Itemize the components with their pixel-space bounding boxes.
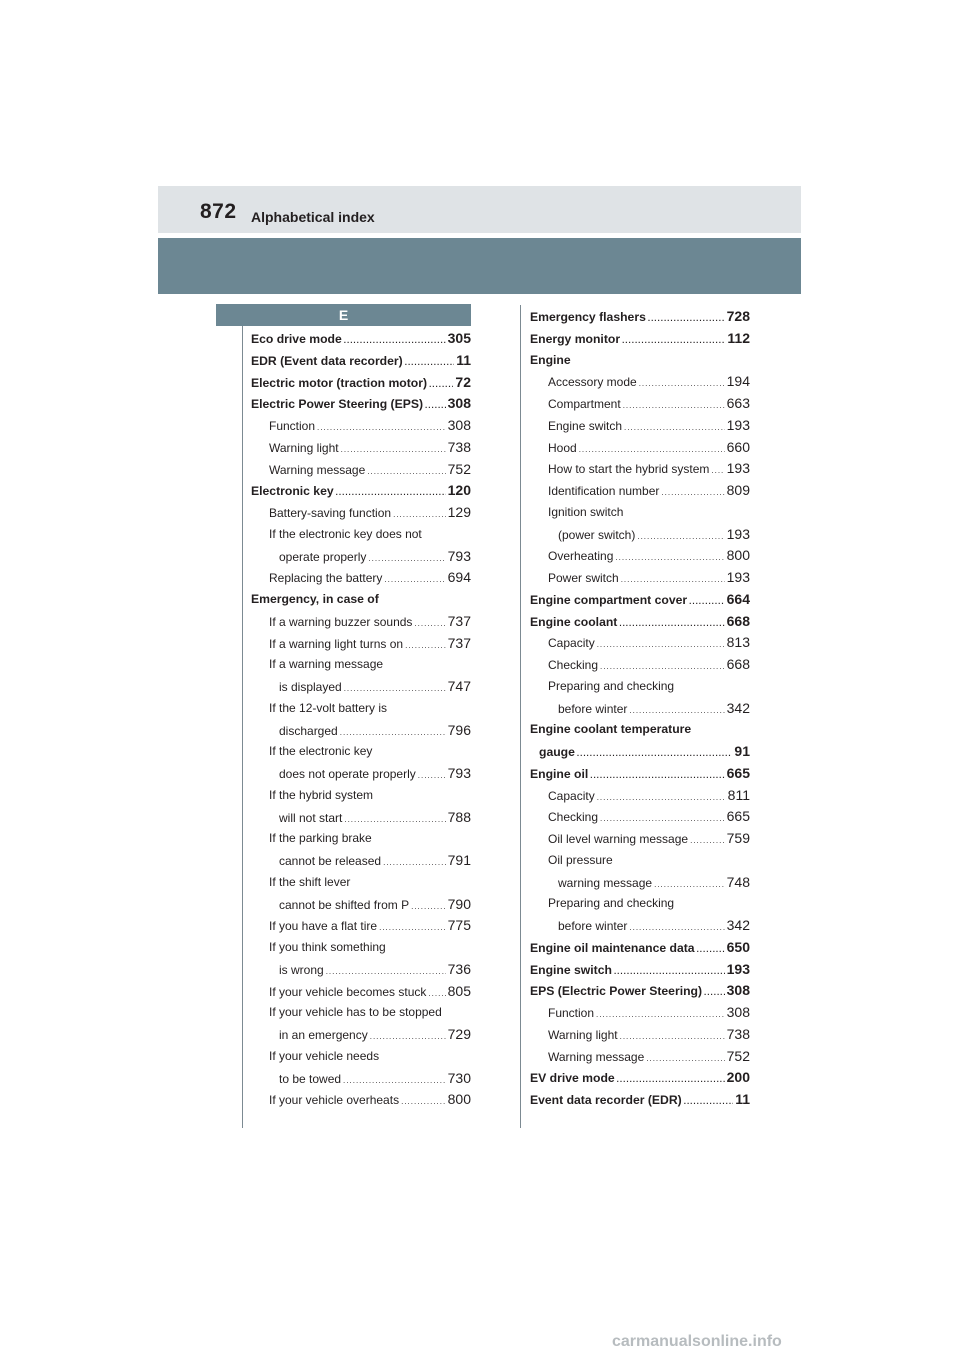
index-entry-term: Engine oil maintenance data	[530, 940, 695, 955]
index-entry-term: Event data recorder (EDR)	[530, 1093, 682, 1107]
index-entry	[251, 611, 471, 633]
index-entry-term: If you think something	[269, 940, 386, 954]
index-entry-page: 793	[447, 547, 471, 564]
index-entry	[251, 524, 471, 546]
index-entry-term: is wrong	[279, 962, 324, 977]
index-entry-term: Electric motor (traction motor)	[251, 375, 428, 390]
index-entry-term: Oil pressure	[548, 852, 613, 867]
index-entry-page: 193	[726, 460, 750, 477]
dot-leader	[704, 982, 725, 1002]
index-entry-term: Warning light	[548, 1027, 618, 1042]
index-entry	[251, 828, 471, 850]
index-entry	[251, 546, 471, 568]
index-entry-term: Warning message	[269, 462, 366, 477]
index-entry-page: 665	[726, 808, 750, 825]
index-entry	[530, 437, 750, 459]
index-entry-term: gauge	[539, 745, 575, 759]
dot-leader	[620, 1026, 725, 1046]
index-entry	[251, 850, 471, 872]
index-entry-term: If your vehicle overheats	[269, 1093, 400, 1108]
index-entry-term: EV drive mode	[530, 1071, 615, 1086]
index-entry-page: 308	[447, 417, 471, 433]
dot-leader	[614, 961, 725, 981]
index-entry-page: 200	[726, 1069, 750, 1086]
index-entry-page: 737	[447, 612, 471, 629]
index-entry-term: cannot be released	[279, 854, 382, 868]
index-entry-page: 11	[735, 1091, 750, 1107]
index-entry-page: 730	[447, 1069, 471, 1086]
index-entry-term: will not start	[279, 810, 343, 825]
index-entry-page: 793	[447, 765, 471, 781]
index-entry-page: 752	[726, 1047, 750, 1064]
index-entry-term: does not operate properly	[279, 767, 416, 781]
dot-leader	[336, 482, 446, 502]
watermark: carmanualsonline.info	[612, 1333, 782, 1350]
index-entry	[530, 806, 750, 828]
index-entry	[251, 1089, 471, 1111]
index-entry-term: Eco drive mode	[251, 332, 342, 346]
index-entry	[251, 981, 471, 1003]
index-entry	[251, 372, 471, 394]
index-entry-term: to be towed	[279, 1071, 342, 1086]
index-column-right	[530, 306, 750, 1111]
index-entry-term: If your vehicle becomes stuck	[269, 984, 427, 999]
index-entry-page: 112	[727, 329, 750, 346]
index-entry-term: Identification number	[548, 484, 660, 498]
index-entry-term: warning message	[558, 875, 653, 890]
index-entry	[530, 502, 750, 524]
index-entry	[530, 741, 750, 763]
index-entry-term: Engine compartment cover	[530, 592, 688, 607]
index-entry-term: Oil level warning message	[548, 832, 689, 846]
dot-leader	[367, 461, 445, 481]
index-entry	[251, 415, 471, 437]
index-entry-term: If a warning message	[269, 657, 384, 672]
index-entry-page: 737	[447, 634, 471, 651]
section-letter-heading: E	[216, 304, 471, 326]
index-entry-page: 663	[726, 395, 750, 411]
index-entry-page: 193	[726, 416, 750, 433]
index-entry	[251, 1002, 471, 1024]
index-entry	[530, 415, 750, 437]
index-entry	[251, 1024, 471, 1046]
index-entry	[251, 915, 471, 937]
index-entry-page: 805	[447, 982, 471, 999]
index-entry-page: 738	[726, 1025, 750, 1042]
index-entry	[251, 1046, 471, 1068]
index-entry-term: Electronic key	[251, 484, 334, 499]
index-entry-term: If a warning buzzer sounds	[269, 614, 413, 629]
index-entry	[251, 633, 471, 655]
index-entry-page: 650	[726, 938, 750, 955]
index-entry-page: 809	[726, 482, 750, 498]
index-entry-term: Warning message	[548, 1049, 645, 1064]
dot-leader	[646, 1048, 724, 1068]
dot-leader	[344, 678, 446, 698]
index-entry	[530, 828, 750, 850]
index-entry	[251, 567, 471, 589]
dot-leader	[624, 417, 725, 437]
index-entry	[530, 524, 750, 546]
index-entry-page: 193	[726, 569, 750, 585]
index-entry	[530, 611, 750, 633]
index-entry-term: If your vehicle needs	[269, 1048, 380, 1063]
index-entry-term: Power switch	[548, 571, 619, 585]
index-entry-term: Replacing the battery	[269, 571, 383, 586]
index-entry	[251, 437, 471, 459]
index-entry	[530, 371, 750, 393]
dot-leader	[639, 373, 725, 393]
index-entry-term: Engine coolant	[530, 614, 618, 629]
index-entry-term: is displayed	[279, 680, 342, 694]
dot-leader	[711, 460, 724, 480]
index-entry	[530, 306, 750, 328]
index-entry-term: (power switch)	[558, 527, 636, 542]
index-entry	[251, 720, 471, 742]
index-entry-page: 660	[726, 438, 750, 455]
index-entry-page: 194	[726, 373, 750, 390]
dot-leader	[600, 808, 725, 828]
index-entry	[530, 480, 750, 502]
index-entry-term: Engine switch	[530, 962, 612, 977]
index-entry	[530, 785, 750, 807]
index-entry-page: 748	[726, 873, 750, 890]
dot-leader	[341, 439, 446, 459]
index-entry-term: If the electronic key does not	[269, 526, 422, 541]
dot-leader	[615, 547, 724, 567]
index-entry-page: 788	[447, 808, 471, 825]
dot-leader	[622, 330, 725, 350]
dot-leader	[414, 613, 445, 633]
dot-leader	[344, 809, 445, 829]
index-entry	[251, 459, 471, 481]
dot-leader	[619, 613, 724, 633]
index-entry	[530, 654, 750, 676]
index-entry-term: Capacity	[548, 636, 595, 651]
dot-leader	[405, 352, 454, 372]
index-entry-term: in an emergency	[279, 1028, 368, 1042]
index-entry-term: Checking	[548, 810, 599, 825]
index-entry	[530, 393, 750, 415]
index-entry-term: operate properly	[279, 549, 367, 564]
dot-leader	[579, 439, 725, 459]
index-entry	[251, 589, 471, 611]
index-entry-term: If you have a flat tire	[269, 919, 378, 934]
index-entry	[530, 850, 750, 872]
dot-leader	[590, 765, 724, 785]
index-entry-page: 811	[727, 786, 750, 803]
dot-leader	[379, 917, 446, 937]
index-entry-term: If the electronic key	[269, 744, 373, 759]
dot-leader	[637, 526, 724, 546]
index-entry-term: If the hybrid system	[269, 787, 374, 802]
index-entry	[530, 1067, 750, 1089]
index-entry	[251, 785, 471, 807]
index-entry-term: EPS (Electric Power Steering)	[530, 984, 703, 999]
dot-leader	[425, 395, 446, 415]
right-column-rule	[520, 305, 521, 1128]
index-entry-page: 342	[726, 917, 750, 933]
index-entry-page: 736	[447, 960, 471, 977]
index-entry	[251, 872, 471, 894]
index-entry-page: 91	[734, 743, 750, 759]
index-entry-term: Ignition switch	[548, 504, 624, 519]
left-column-rule	[242, 305, 243, 1128]
index-entry	[530, 328, 750, 350]
index-entry	[251, 959, 471, 981]
index-entry	[251, 894, 471, 916]
index-entry-page: 308	[726, 982, 750, 999]
index-entry-term: Function	[548, 1006, 595, 1020]
dot-leader	[661, 482, 724, 502]
dot-leader	[600, 656, 725, 676]
index-entry	[530, 872, 750, 894]
dot-leader	[368, 548, 445, 568]
index-entry-term: Preparing and checking	[548, 678, 675, 693]
index-entry-term: If a warning light turns on	[269, 636, 404, 651]
index-entry	[251, 807, 471, 829]
index-entry	[530, 632, 750, 654]
index-entry-term: cannot be shifted from P	[279, 897, 410, 912]
dot-leader	[597, 787, 726, 807]
index-entry	[530, 698, 750, 720]
index-entry-page: 800	[447, 1091, 471, 1108]
dot-leader	[383, 852, 446, 872]
index-entry-term: Checking	[548, 658, 599, 672]
dot-leader	[340, 722, 446, 742]
index-entry-page: 308	[447, 395, 471, 412]
index-entry-page: 664	[726, 590, 750, 607]
index-entry-term: Engine oil	[530, 766, 589, 781]
index-entry	[251, 328, 471, 350]
dot-leader	[418, 765, 446, 785]
index-entry	[530, 1089, 750, 1111]
dot-leader	[405, 635, 446, 655]
index-entry-page: 813	[726, 634, 750, 651]
index-entry	[530, 676, 750, 698]
index-entry-page: 790	[447, 895, 471, 912]
index-entry-term: Energy monitor	[530, 331, 621, 346]
index-entry	[530, 915, 750, 937]
index-entry-term: Engine	[530, 352, 571, 367]
dot-leader	[697, 939, 725, 959]
dot-leader	[596, 1004, 725, 1024]
index-entry	[251, 1068, 471, 1090]
index-entry-term: Electric Power Steering (EPS)	[251, 397, 424, 412]
index-entry-term: Emergency flashers	[530, 310, 646, 324]
index-entry-page: 665	[726, 764, 750, 781]
index-entry-term: If the parking brake	[269, 831, 372, 846]
index-entry-page: 668	[726, 656, 750, 672]
index-entry-term: Accessory mode	[548, 375, 637, 390]
index-entry	[530, 763, 750, 785]
index-entry-term: Capacity	[548, 788, 595, 803]
index-entry	[530, 937, 750, 959]
index-entry-term: EDR (Event data recorder)	[251, 353, 403, 368]
index-entry-page: 738	[447, 438, 471, 455]
index-entry-term: Engine switch	[548, 418, 623, 433]
page-number: 872	[200, 200, 237, 223]
index-entry	[251, 654, 471, 676]
index-entry-page: 308	[726, 1004, 750, 1020]
dot-leader	[317, 417, 446, 437]
index-entry-page: 72	[455, 373, 471, 390]
index-entry	[530, 1002, 750, 1024]
index-entry-page: 129	[447, 504, 471, 520]
dot-leader	[648, 308, 725, 328]
index-entry	[530, 589, 750, 611]
index-entry	[530, 980, 750, 1002]
dot-leader	[629, 700, 724, 720]
index-entry	[251, 937, 471, 959]
dot-leader	[597, 634, 725, 654]
dot-leader	[343, 1070, 446, 1090]
index-entry-term: Function	[269, 419, 316, 433]
index-column-left	[251, 328, 471, 1111]
dot-leader	[401, 1091, 446, 1111]
index-entry-term: If your vehicle has to be stopped	[269, 1005, 442, 1020]
index-entry-page: 668	[726, 612, 750, 629]
index-entry-page: 752	[447, 460, 471, 477]
index-entry	[530, 350, 750, 372]
dot-leader	[617, 1069, 725, 1089]
index-entry	[530, 893, 750, 915]
dot-leader	[384, 569, 445, 589]
index-entry-page: 305	[447, 330, 471, 346]
index-entry-page: 729	[447, 1026, 471, 1042]
index-entry	[251, 502, 471, 524]
dot-leader	[411, 896, 446, 916]
dot-leader	[577, 743, 733, 763]
index-entry-page: 759	[726, 830, 750, 846]
index-entry-term: Overheating	[548, 549, 614, 564]
index-entry-term: before winter	[558, 701, 628, 716]
index-entry-term: Preparing and checking	[548, 896, 675, 911]
dot-leader	[621, 569, 725, 589]
index-entry	[530, 719, 750, 741]
index-entry-page: 728	[726, 308, 750, 324]
index-entry-page: 120	[447, 482, 471, 499]
index-entry-page: 775	[447, 917, 471, 934]
dot-leader	[429, 374, 453, 394]
index-entry	[251, 763, 471, 785]
header-bar	[158, 238, 801, 294]
index-entry-page: 694	[447, 569, 471, 586]
index-entry	[251, 676, 471, 698]
dot-leader	[629, 917, 724, 937]
index-entry	[251, 480, 471, 502]
index-entry-term: Hood	[548, 440, 577, 455]
index-entry-term: How to start the hybrid system	[548, 462, 710, 477]
dot-leader	[370, 1026, 446, 1046]
index-entry-term: Emergency, in case of	[251, 592, 379, 606]
dot-leader	[393, 504, 446, 524]
index-entry-term: If the 12-volt battery is	[269, 700, 388, 715]
index-entry-term: If the shift lever	[269, 874, 351, 889]
index-entry	[530, 959, 750, 981]
index-entry-term: Battery-saving function	[269, 506, 392, 520]
index-entry-page: 193	[726, 960, 750, 977]
index-entry-page: 193	[726, 525, 750, 542]
section-title: Alphabetical index	[251, 209, 375, 225]
index-entry	[251, 698, 471, 720]
dot-leader	[684, 1091, 733, 1111]
index-entry	[251, 350, 471, 372]
index-entry	[530, 1046, 750, 1068]
index-entry-page: 800	[726, 547, 750, 564]
index-entry-page: 796	[447, 721, 471, 738]
dot-leader	[344, 330, 446, 350]
dot-leader	[690, 830, 725, 850]
dot-leader	[428, 983, 445, 1003]
index-entry-term: Compartment	[548, 397, 621, 411]
index-entry	[530, 458, 750, 480]
index-entry-term: Warning light	[269, 440, 339, 455]
index-entry	[251, 393, 471, 415]
index-entry	[251, 741, 471, 763]
index-entry	[530, 1024, 750, 1046]
index-entry-page: 747	[447, 678, 471, 694]
dot-leader	[326, 961, 446, 981]
index-entry-term: discharged	[279, 723, 338, 738]
dot-leader	[654, 874, 725, 894]
index-entry-page: 342	[726, 699, 750, 716]
index-entry-term: Engine coolant temperature	[530, 722, 692, 737]
index-entry	[530, 545, 750, 567]
dot-leader	[689, 591, 725, 611]
dot-leader	[623, 395, 725, 415]
index-entry-page: 791	[447, 852, 471, 868]
index-entry-term: before winter	[558, 919, 628, 933]
index-entry-page: 11	[456, 351, 471, 368]
index-entry	[530, 567, 750, 589]
